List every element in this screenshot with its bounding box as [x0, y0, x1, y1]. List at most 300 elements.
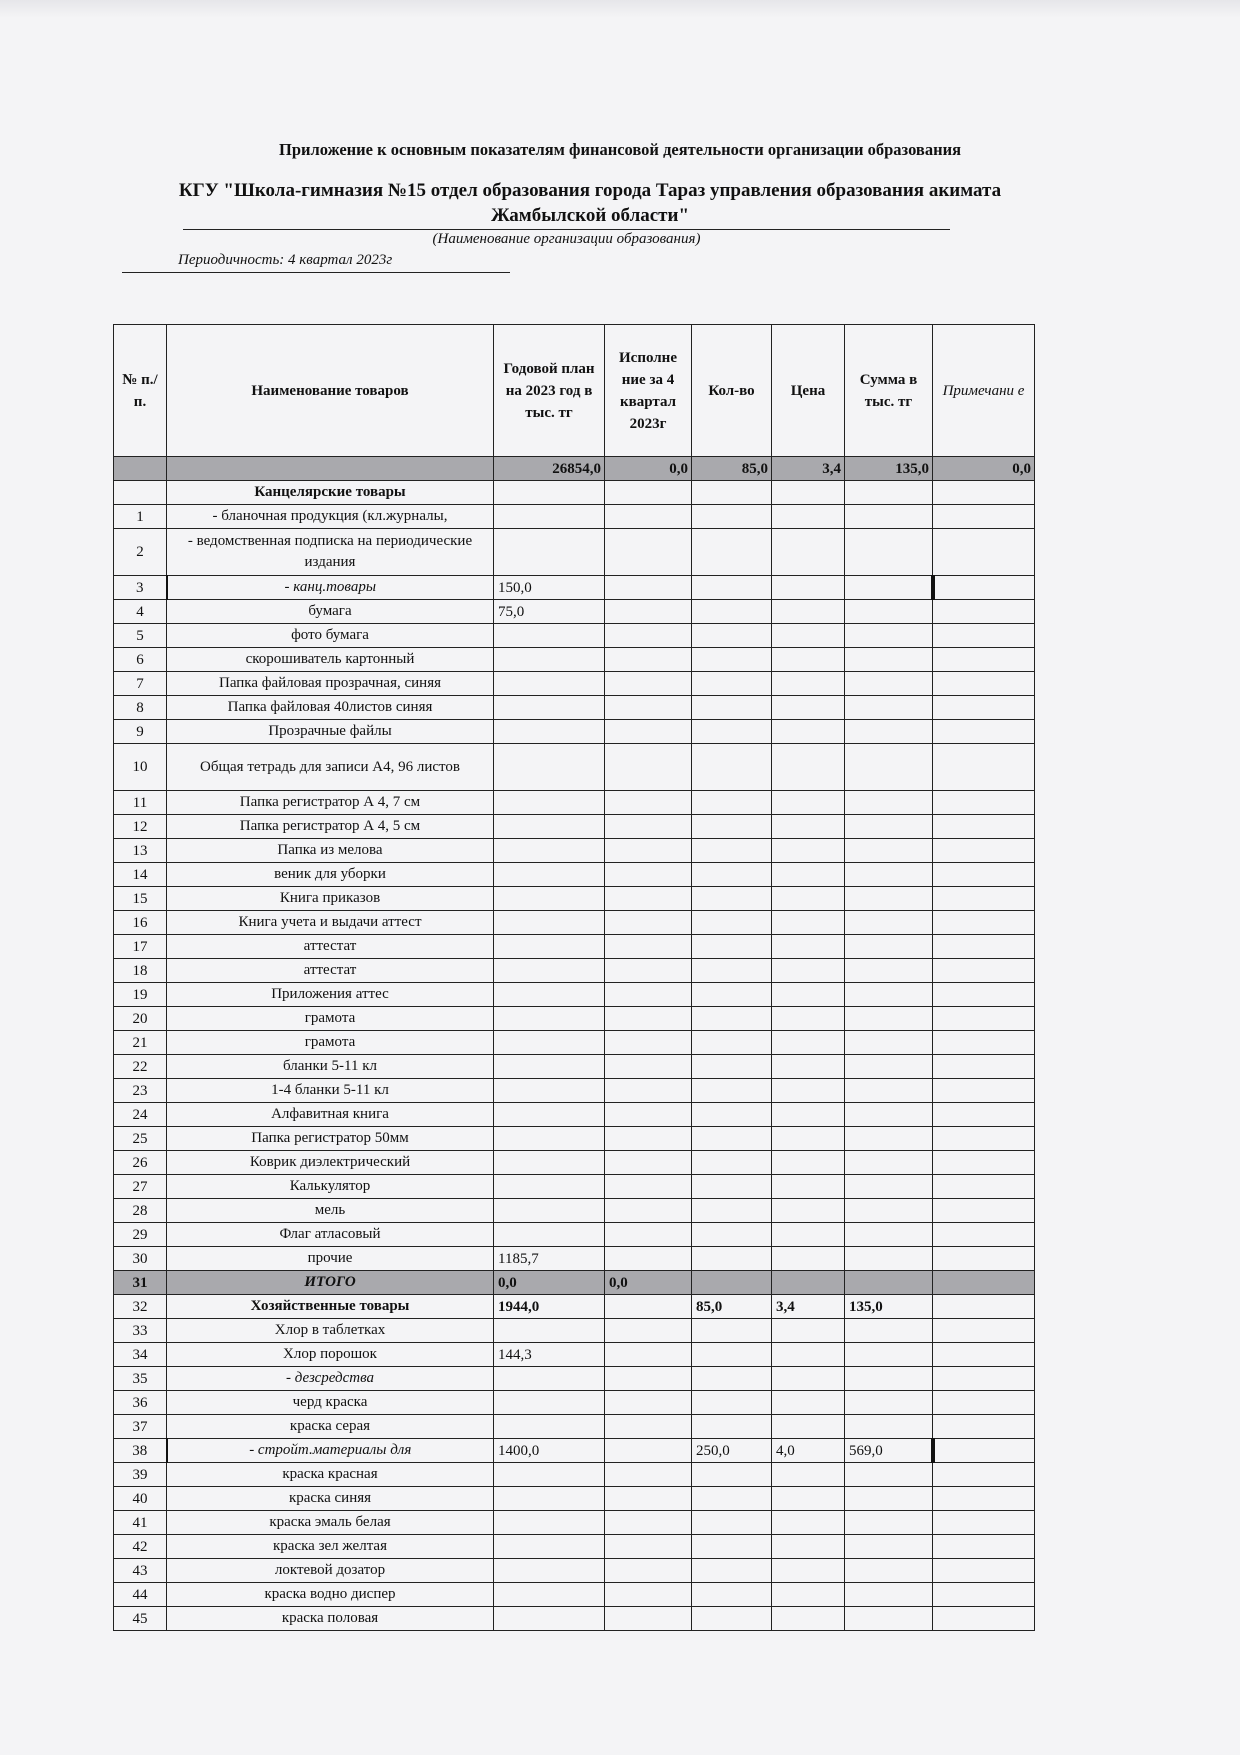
row-sum [845, 1607, 933, 1631]
row-price [772, 600, 845, 624]
row-plan [494, 1535, 605, 1559]
row-qty [692, 911, 772, 935]
table-row [114, 1559, 1035, 1583]
row-item-name: Приложения аттес [167, 983, 494, 1007]
row-note [933, 648, 1035, 672]
row-note [933, 1175, 1035, 1199]
row-plan [494, 959, 605, 983]
row-price [772, 720, 845, 744]
section-cell [845, 481, 933, 505]
row-plan [494, 648, 605, 672]
row-price [772, 744, 845, 791]
row-sum [845, 911, 933, 935]
row-item-name: Папка регистратор А 4, 7 см [167, 791, 494, 815]
row-qty: 85,0 [692, 1295, 772, 1319]
row-price [772, 1031, 845, 1055]
table-row [114, 672, 1035, 696]
row-item-name: локтевой дозатор [167, 1559, 494, 1583]
row-price [772, 1415, 845, 1439]
row-sum [845, 576, 933, 600]
goods-table [113, 324, 1035, 1631]
row-price [772, 1511, 845, 1535]
row-sum [845, 1391, 933, 1415]
row-exec [605, 815, 692, 839]
row-number: 12 [114, 815, 167, 839]
row-qty [692, 1343, 772, 1367]
row-qty [692, 1415, 772, 1439]
row-qty [692, 1127, 772, 1151]
row-number: 35 [114, 1367, 167, 1391]
row-note [933, 1151, 1035, 1175]
row-exec [605, 600, 692, 624]
row-price [772, 529, 845, 576]
row-note [933, 696, 1035, 720]
row-plan [494, 1007, 605, 1031]
row-plan [494, 1463, 605, 1487]
row-exec [605, 1247, 692, 1271]
row-item-name: мель [167, 1199, 494, 1223]
row-sum [845, 1367, 933, 1391]
row-item-name: краска синяя [167, 1487, 494, 1511]
total-note: 0,0 [933, 457, 1035, 481]
row-sum [845, 1031, 933, 1055]
row-exec [605, 1367, 692, 1391]
row-plan [494, 1199, 605, 1223]
header-plan: Годовой план на 2023 год в тыс. тг [494, 325, 605, 457]
row-plan [494, 1415, 605, 1439]
row-number: 33 [114, 1319, 167, 1343]
row-number: 32 [114, 1295, 167, 1319]
row-price [772, 505, 845, 529]
row-qty: 250,0 [692, 1439, 772, 1463]
table-row [114, 1367, 1035, 1391]
row-sum [845, 1055, 933, 1079]
row-plan [494, 1055, 605, 1079]
row-sum [845, 1583, 933, 1607]
table-row [114, 839, 1035, 863]
total-row [114, 457, 1035, 481]
row-exec [605, 1583, 692, 1607]
table-row [114, 744, 1035, 791]
row-sum [845, 839, 933, 863]
row-note [933, 983, 1035, 1007]
row-exec [605, 959, 692, 983]
table-row [114, 815, 1035, 839]
table-row [114, 983, 1035, 1007]
row-qty [692, 744, 772, 791]
organization-caption: (Наименование организации образования) [432, 231, 701, 247]
row-note [933, 1367, 1035, 1391]
table-row [114, 1175, 1035, 1199]
total-plan: 26854,0 [494, 457, 605, 481]
row-item-name: Папка из мелова [167, 839, 494, 863]
table-row [114, 1391, 1035, 1415]
row-exec [605, 1607, 692, 1631]
row-note [933, 1343, 1035, 1367]
row-item-name: Хлор порошок [167, 1343, 494, 1367]
row-plan [494, 1103, 605, 1127]
row-number: 30 [114, 1247, 167, 1271]
row-number: 1 [114, 505, 167, 529]
row-price [772, 791, 845, 815]
row-sum: 135,0 [845, 1295, 933, 1319]
row-plan [494, 1607, 605, 1631]
row-note [933, 744, 1035, 791]
row-exec [605, 1487, 692, 1511]
row-price: 4,0 [772, 1439, 845, 1463]
row-item-name: скорошиватель картонный [167, 648, 494, 672]
row-plan [494, 744, 605, 791]
row-price [772, 1343, 845, 1367]
row-qty [692, 959, 772, 983]
row-exec [605, 744, 692, 791]
row-note [933, 1007, 1035, 1031]
row-qty [692, 600, 772, 624]
row-sum [845, 1175, 933, 1199]
row-exec [605, 1391, 692, 1415]
row-exec [605, 983, 692, 1007]
row-sum [845, 1223, 933, 1247]
row-plan [494, 983, 605, 1007]
row-qty [692, 839, 772, 863]
row-item-name: краска красная [167, 1463, 494, 1487]
row-qty [692, 1247, 772, 1271]
row-qty [692, 1511, 772, 1535]
row-note [933, 911, 1035, 935]
table-row [114, 529, 1035, 576]
row-price [772, 1391, 845, 1415]
header-no: № п./п. [114, 325, 167, 457]
row-sum [845, 648, 933, 672]
row-sum [845, 1463, 933, 1487]
row-price [772, 887, 845, 911]
row-price [772, 1583, 845, 1607]
row-sum [845, 959, 933, 983]
row-qty [692, 887, 772, 911]
row-number: 9 [114, 720, 167, 744]
row-item-name: Флаг атласовый [167, 1223, 494, 1247]
table-row [114, 1487, 1035, 1511]
row-note [933, 1319, 1035, 1343]
row-note [933, 1079, 1035, 1103]
row-item-name: - стройт.материалы для [167, 1439, 494, 1463]
row-number: 31 [114, 1271, 167, 1295]
row-sum [845, 1487, 933, 1511]
row-number: 13 [114, 839, 167, 863]
row-qty [692, 1367, 772, 1391]
row-note [933, 1607, 1035, 1631]
row-sum [845, 887, 933, 911]
row-sum [845, 1151, 933, 1175]
row-note [933, 1535, 1035, 1559]
row-qty [692, 1199, 772, 1223]
row-plan [494, 529, 605, 576]
row-qty [692, 815, 772, 839]
row-note [933, 672, 1035, 696]
row-exec [605, 1535, 692, 1559]
row-qty [692, 935, 772, 959]
row-exec [605, 1343, 692, 1367]
row-sum [845, 1127, 933, 1151]
section-cell [494, 481, 605, 505]
row-item-name: Хлор в таблетках [167, 1319, 494, 1343]
document-heading: Приложение к основным показателям финансовой деятельности организации образования [278, 140, 962, 159]
section-cell [933, 481, 1035, 505]
row-item-name: аттестат [167, 935, 494, 959]
row-qty [692, 1031, 772, 1055]
row-price [772, 911, 845, 935]
row-price [772, 1535, 845, 1559]
row-exec [605, 911, 692, 935]
row-exec [605, 696, 692, 720]
table-row [114, 600, 1035, 624]
row-sum [845, 935, 933, 959]
row-number: 42 [114, 1535, 167, 1559]
row-price [772, 1127, 845, 1151]
row-note [933, 600, 1035, 624]
row-plan [494, 696, 605, 720]
row-note [933, 1391, 1035, 1415]
row-price [772, 959, 845, 983]
row-item-name: Папка файловая прозрачная, синяя [167, 672, 494, 696]
row-plan [494, 1583, 605, 1607]
row-note [933, 1415, 1035, 1439]
row-item-name: краска водно диспер [167, 1583, 494, 1607]
table-row [114, 1055, 1035, 1079]
row-number: 39 [114, 1463, 167, 1487]
table-row [114, 648, 1035, 672]
row-price [772, 624, 845, 648]
row-plan [494, 1079, 605, 1103]
row-sum [845, 505, 933, 529]
row-item-name: грамота [167, 1007, 494, 1031]
row-note [933, 1199, 1035, 1223]
row-note [933, 1247, 1035, 1271]
row-plan: 75,0 [494, 600, 605, 624]
row-exec [605, 791, 692, 815]
row-price [772, 935, 845, 959]
row-qty [692, 1559, 772, 1583]
total-qty: 85,0 [692, 457, 772, 481]
row-item-name: аттестат [167, 959, 494, 983]
row-number: 5 [114, 624, 167, 648]
row-number: 2 [114, 529, 167, 576]
row-qty [692, 1175, 772, 1199]
row-plan [494, 1511, 605, 1535]
row-plan [494, 839, 605, 863]
row-price [772, 696, 845, 720]
row-exec [605, 1103, 692, 1127]
row-sum [845, 696, 933, 720]
row-plan [494, 1319, 605, 1343]
section-title: Канцелярские товары [167, 481, 494, 505]
header-qty: Кол-во [692, 325, 772, 457]
row-qty [692, 624, 772, 648]
table-row [114, 1343, 1035, 1367]
row-item-name: краска половая [167, 1607, 494, 1631]
row-plan [494, 1127, 605, 1151]
row-exec [605, 1007, 692, 1031]
row-sum [845, 1511, 933, 1535]
header-sum: Сумма в тыс. тг [845, 325, 933, 457]
row-plan [494, 720, 605, 744]
table-row [114, 624, 1035, 648]
row-price [772, 1223, 845, 1247]
row-plan [494, 887, 605, 911]
row-sum [845, 600, 933, 624]
row-item-name: Папка файловая 40листов синяя [167, 696, 494, 720]
header-name: Наименование товаров [167, 325, 494, 457]
row-exec [605, 624, 692, 648]
row-exec [605, 839, 692, 863]
section-cell [772, 481, 845, 505]
table-row [114, 505, 1035, 529]
row-note [933, 1103, 1035, 1127]
organization-name [120, 178, 1060, 228]
total-price: 3,4 [772, 457, 845, 481]
row-number: 27 [114, 1175, 167, 1199]
row-plan [494, 505, 605, 529]
table-row [114, 935, 1035, 959]
row-plan [494, 863, 605, 887]
row-price [772, 648, 845, 672]
row-item-name: - дезсредства [167, 1367, 494, 1391]
row-price [772, 839, 845, 863]
row-plan [494, 911, 605, 935]
row-qty [692, 1151, 772, 1175]
row-price [772, 1607, 845, 1631]
periodicity: Периодичность: 4 квартал 2023г [178, 252, 393, 268]
table-row [114, 887, 1035, 911]
row-qty [692, 720, 772, 744]
row-item-name: Алфавитная книга [167, 1103, 494, 1127]
table-row [114, 1583, 1035, 1607]
row-qty [692, 1391, 772, 1415]
row-exec [605, 576, 692, 600]
row-plan: 1185,7 [494, 1247, 605, 1271]
row-item-name: Книга учета и выдачи аттест [167, 911, 494, 935]
row-item-name: Хозяйственные товары [167, 1295, 494, 1319]
row-number: 17 [114, 935, 167, 959]
row-note [933, 720, 1035, 744]
table-row [114, 911, 1035, 935]
row-price [772, 1007, 845, 1031]
row-sum [845, 1199, 933, 1223]
table-row [114, 1295, 1035, 1319]
row-exec [605, 1439, 692, 1463]
table-row [114, 1319, 1035, 1343]
row-sum [845, 624, 933, 648]
row-number: 40 [114, 1487, 167, 1511]
row-exec [605, 1559, 692, 1583]
row-exec [605, 529, 692, 576]
row-number: 44 [114, 1583, 167, 1607]
row-item-name: ИТОГО [167, 1271, 494, 1295]
row-qty [692, 1463, 772, 1487]
row-plan [494, 815, 605, 839]
row-exec [605, 935, 692, 959]
table-row [114, 1607, 1035, 1631]
row-item-name: прочие [167, 1247, 494, 1271]
row-sum [845, 791, 933, 815]
row-number: 6 [114, 648, 167, 672]
header-price: Цена [772, 325, 845, 457]
header-exec: Исполне ние за 4 квартал 2023г [605, 325, 692, 457]
row-item-name: - ведомственная подписка на периодические издания [167, 529, 494, 576]
row-item-name: краска зел желтая [167, 1535, 494, 1559]
row-plan: 0,0 [494, 1271, 605, 1295]
row-note [933, 1055, 1035, 1079]
row-price [772, 1319, 845, 1343]
row-price [772, 1271, 845, 1295]
row-qty [692, 1607, 772, 1631]
row-qty [692, 1487, 772, 1511]
row-plan [494, 1223, 605, 1247]
row-price [772, 672, 845, 696]
row-exec [605, 1151, 692, 1175]
periodicity-underline [122, 272, 510, 273]
row-item-name: Общая тетрадь для записи А4, 96 листов [167, 744, 494, 791]
row-price [772, 863, 845, 887]
row-number: 34 [114, 1343, 167, 1367]
section-cell [692, 481, 772, 505]
row-exec [605, 720, 692, 744]
row-qty [692, 791, 772, 815]
row-price [772, 815, 845, 839]
row-number: 28 [114, 1199, 167, 1223]
table-row [114, 1103, 1035, 1127]
row-price [772, 1463, 845, 1487]
row-plan [494, 624, 605, 648]
table-row [114, 1031, 1035, 1055]
row-item-name: - бланочная продукция (кл.журналы, [167, 505, 494, 529]
table-row [114, 863, 1035, 887]
row-sum [845, 863, 933, 887]
row-sum [845, 815, 933, 839]
row-note [933, 1559, 1035, 1583]
row-sum [845, 529, 933, 576]
organization-underline [183, 229, 950, 230]
row-plan [494, 672, 605, 696]
row-item-name: краска серая [167, 1415, 494, 1439]
total-exec: 0,0 [605, 457, 692, 481]
table-header-row [114, 325, 1035, 457]
row-price [772, 1103, 845, 1127]
row-qty [692, 1271, 772, 1295]
row-sum [845, 1559, 933, 1583]
row-sum [845, 1535, 933, 1559]
table-row [114, 1415, 1035, 1439]
table-row [114, 791, 1035, 815]
row-number: 18 [114, 959, 167, 983]
row-price [772, 576, 845, 600]
row-note [933, 1031, 1035, 1055]
row-item-name: грамота [167, 1031, 494, 1055]
row-price [772, 1367, 845, 1391]
organization-name-line2: Жамбылской области" [490, 205, 690, 226]
row-qty [692, 505, 772, 529]
row-item-name: бумага [167, 600, 494, 624]
row-plan [494, 1151, 605, 1175]
row-price [772, 1559, 845, 1583]
row-note [933, 1223, 1035, 1247]
row-plan: 144,3 [494, 1343, 605, 1367]
row-sum: 569,0 [845, 1439, 933, 1463]
row-number: 29 [114, 1223, 167, 1247]
row-note [933, 1511, 1035, 1535]
row-sum [845, 983, 933, 1007]
row-plan: 1400,0 [494, 1439, 605, 1463]
